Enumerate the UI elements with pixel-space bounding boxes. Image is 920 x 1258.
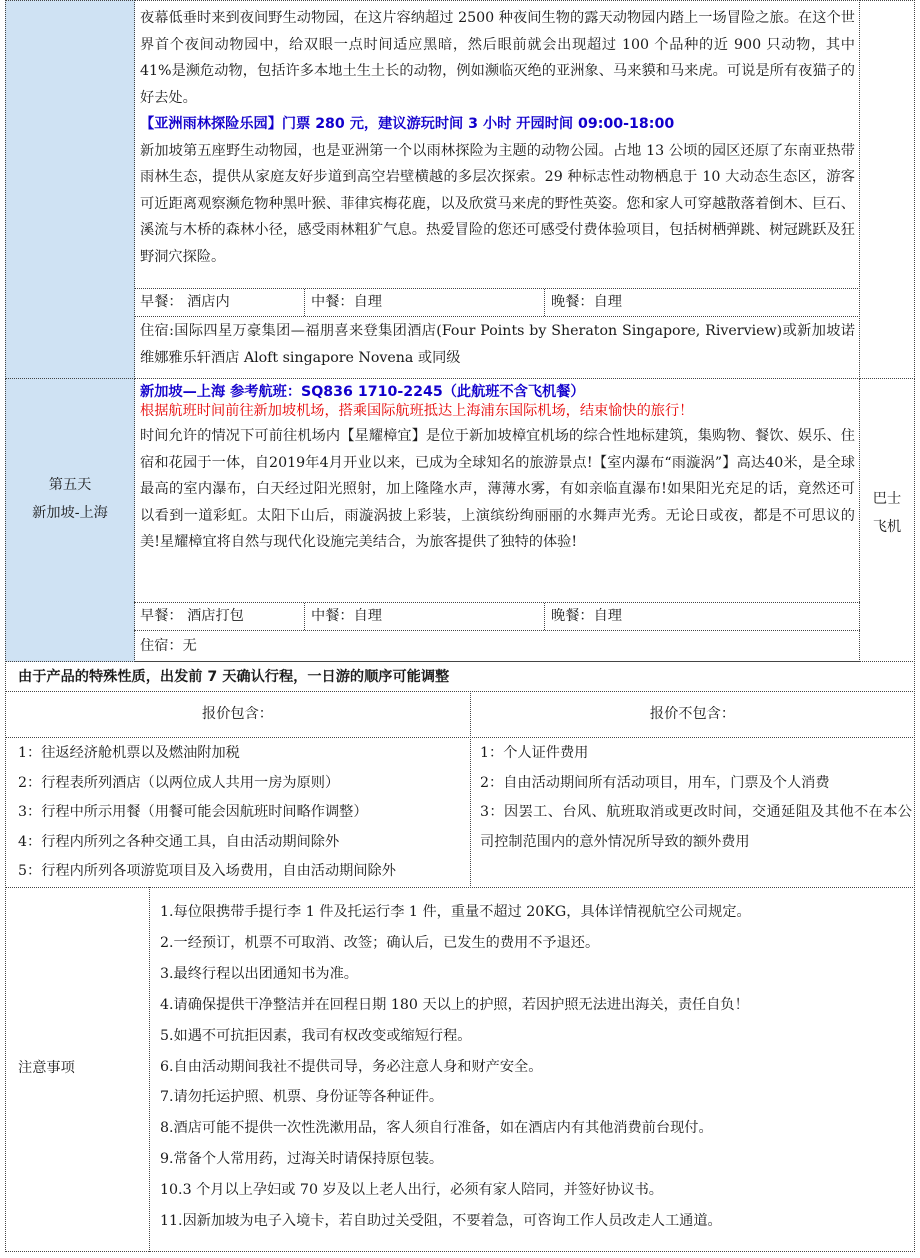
included-item: 5：行程内所列各项游览项目及入场费用，自由活动期间除外	[18, 863, 396, 879]
day4-label-cell	[5, 0, 135, 379]
night-safari-description: 夜幕低垂时来到夜间野生动物园，在这片容纳超过 2500 种夜间生物的露天动物园内踏上一场冒险之旅。在这个世界首个夜间动物园中，给双眼一点时间适应黑暗，然后眼前就会出现超过 100 个品种的近 900 只动物，其中 41%是濒危动物，包括许多本地土生土长的动物，例如濒临灭绝的亚洲象、马来貘和马来虎。可说是所有夜猫子的好去处。	[140, 10, 855, 106]
day5-hotel: 住宿：无	[140, 638, 197, 654]
note-item: 4.请确保提供干净整洁并在回程日期 180 天以上的护照，若因护照无法进出海关，责任自负！	[160, 996, 749, 1013]
day5-breakfast: 早餐： 酒店打包	[140, 608, 244, 624]
rainforest-title: 【亚洲雨林探险乐园】门票 280 元，建议游玩时间 3 小时 开园时间 09:00-18:00	[140, 116, 675, 132]
day5-day-label: 第五天	[48, 477, 92, 493]
day4-dinner: 晚餐：自理	[544, 289, 860, 316]
jewel-description: 时间允许的情况下可前往机场内【星耀樟宜】是位于新加坡樟宜机场的综合性地标建筑，集购物、餐饮、娱乐、住宿和花园于一体，自2019年4月开业以来，已成为全球知名的旅游景点!【室内瀑布“雨漩涡”】高达40米，是全球最高的室内瀑布，白天经过阳光照射，加上隆隆水声，薄薄水雾，有如亲临直瀑布!如果阳光充足的话，竟然还可以看到一道彩虹。太阳下山后，雨漩涡披上彩装，上演缤纷绚丽丽的水舞声光秀。无论日或夜，都是不可思议的美!星耀樟宜将自然与现代化设施完美结合，为旅客提供了独特的体验!	[140, 428, 855, 550]
day4-lunch: 中餐：自理	[304, 289, 544, 316]
day5-lunch: 中餐：自理	[304, 603, 544, 630]
day4-hotel: 住宿:国际四星万豪集团—福朋喜来登集团酒店(Four Points by Sheraton Singapore, Riverview)或新加坡诺维娜雅乐轩酒店 Aloft singapore Novena 或同级	[140, 323, 855, 366]
notes-label: 注意事项	[18, 1060, 75, 1076]
day5-meals	[134, 602, 860, 630]
included-item: 1：往返经济舱机票以及燃油附加税	[18, 745, 240, 761]
note-item: 11.因新加坡为电子入境卡，若自助过关受阻，不要着急，可咨询工作人员改走人工通道。	[160, 1213, 722, 1230]
day4-transport-cell	[859, 0, 915, 379]
flight-title: 新加坡—上海 参考航班：SQ836 1710-2245（此航班不含飞机餐）	[140, 384, 585, 400]
excluded-item: 1：个人证件费用	[480, 745, 589, 761]
note-item: 7.请勿托运护照、机票、身份证等各种证件。	[160, 1089, 444, 1106]
note-item: 2.一经预订，机票不可取消、改签；确认后，已发生的费用不予退还。	[160, 934, 600, 951]
included-item: 2：行程表所列酒店（以两位成人共用一房为原则）	[18, 774, 340, 791]
note-item: 10.3 个月以上孕妇或 70 岁及以上老人出行，必须有家人陪同，并签好协议书。	[160, 1182, 663, 1199]
note-item: 9.常备个人常用药，过海关时请保持原包装。	[160, 1151, 444, 1168]
excluded-header: 报价不包含：	[649, 706, 736, 722]
note-item: 1.每位限携带手提行李 1 件及托运行李 1 件，重量不超过 20KG，具体详情视航空公司规定。	[160, 904, 751, 920]
note-item: 3.最终行程以出团通知书为准。	[160, 965, 358, 982]
day5-transport-cell	[859, 378, 915, 662]
transport-plane: 飞机	[872, 519, 902, 535]
excluded-item: 2：自由活动期间所有活动项目，用车，门票及个人消费	[480, 774, 830, 791]
excluded-item: 3：因罢工、台风、航班取消或更改时间，交通延阻及其他不在本公司控制范围内的意外情况所导致的额外费用	[480, 804, 912, 850]
day4-breakfast: 早餐： 酒店内	[140, 294, 230, 310]
notes-list	[160, 897, 912, 1237]
day4-meals	[134, 288, 860, 316]
excluded-list	[480, 739, 912, 857]
rainforest-description: 新加坡第五座野生动物园，也是亚洲第一个以雨林探险为主题的动物公园。占地 13 公顷的园区还原了东南亚热带雨林生态，提供从家庭友好步道到高空岩壁横越的多层次探索。29 种标志性动物栖息于 10 大动态生态区，游客可近距离观察濒危物种黑叶猴、菲律宾梅花鹿，以及欣赏马来虎的野性英姿。您和家人可穿越散落着倒木、巨石、溪流与木桥的森林小径，感受雨林粗犷气息。热爱冒险的您还可感受付费体验项目，包括树栖弹跳、树冠跳跃及狂野洞穴探险。	[140, 142, 855, 265]
included-item: 3：行程中所示用餐（用餐可能会因航班时间略作调整）	[18, 804, 368, 820]
notice-text: 由于产品的特殊性质，出发前 7 天确认行程，一日游的顺序可能调整	[18, 669, 450, 685]
note-item: 5.如遇不可抗拒因素，我司有权改变或缩短行程。	[160, 1027, 472, 1044]
note-item: 6.自由活动期间我社不提供司导，务必注意人身和财产安全。	[160, 1058, 543, 1075]
notice-row	[5, 661, 915, 692]
day5-dinner: 晚餐：自理	[544, 603, 860, 630]
day5-route: 新加坡-上海	[32, 505, 108, 521]
transport-bus: 巴士	[872, 491, 902, 507]
note-item: 8.酒店可能不提供一次性洗漱用品，客人须自行准备，如在酒店内有其他消费前台现付。	[160, 1120, 713, 1137]
flight-note: 根据航班时间前往新加坡机场，搭乘国际航班抵达上海浦东国际机场，结束愉快的旅行！	[140, 403, 694, 419]
day5-label-cell	[5, 378, 135, 662]
included-item: 4：行程内所列之各种交通工具，自由活动期间除外	[18, 833, 340, 850]
included-list	[18, 739, 468, 887]
included-header: 报价包含：	[202, 706, 273, 722]
